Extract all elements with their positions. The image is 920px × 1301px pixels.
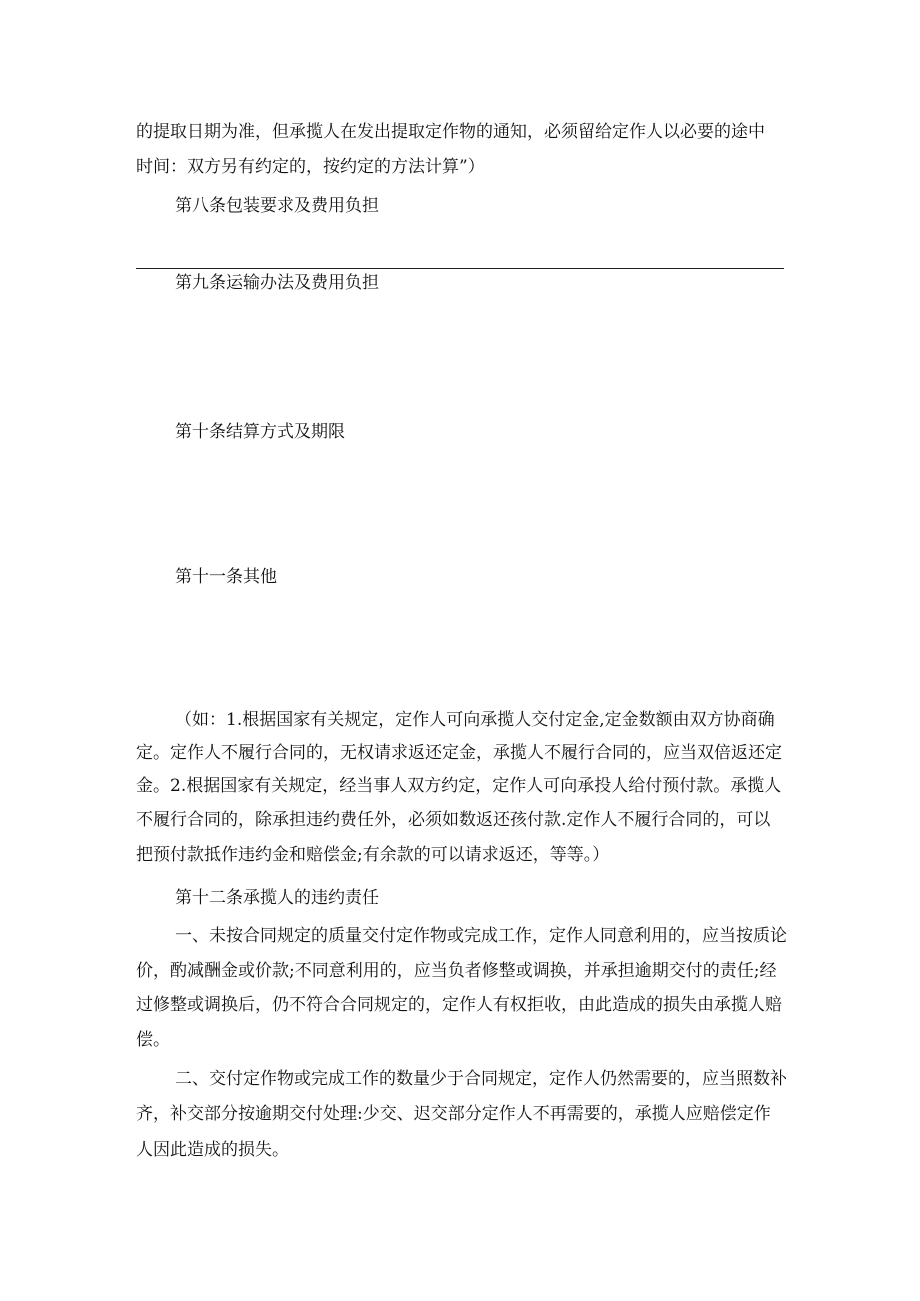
deposit-note-line-3: 金。2.根据国家有关规定，经当事人双方约定，定作人可向承投人给付预付款。承揽人 — [136, 776, 782, 796]
clause12-item1-line-2: 价，酌减酬金或价款;不同意利用的，应当负者修整或调换，并承担逾期交付的责任;经 — [136, 961, 777, 981]
clause10-heading: 第十条结算方式及期限 — [175, 422, 345, 442]
pickup-date-line-2: 时间：双方另有约定的，按约定的方法计算”） — [136, 157, 485, 177]
fill-in-underline — [136, 268, 784, 269]
clause12-item2-line-3: 人因此造成的损失。 — [136, 1140, 289, 1160]
deposit-note-line-4: 不履行合同的，除承担违约费任外，必须如数返还孩付款.定作人不履行合同的，可以 — [136, 810, 771, 830]
clause8-heading: 第八条包装要求及费用负担 — [175, 196, 379, 216]
clause12-item2-line-2: 齐，补交部分按逾期交付处理:少交、迟交部分定作人不再需要的，承揽人应赔偿定作 — [136, 1104, 771, 1124]
clause11-heading: 第十一条其他 — [175, 567, 277, 587]
clause12-item1-line-1: 一、未按合同规定的质量交付定作物或完成工作，定作人同意利用的，应当按质论 — [175, 926, 787, 946]
deposit-note-line-5: 把预付款抵作违约金和赔偿金;有余款的可以请求返还，等等。） — [136, 845, 610, 865]
clause12-item1-line-3: 过修整或调换后，仍不符合合同规定的，定作人有权拒收，由此造成的损失由承揽人赔 — [136, 995, 782, 1015]
deposit-note-line-2: 定。定作人不履行合同的，无权请求返还定金，承揽人不履行合同的，应当双倍返还定 — [136, 743, 782, 763]
clause12-heading: 第十二条承揽人的违约责任 — [175, 888, 379, 908]
clause9-heading: 第九条运输办法及费用负担 — [175, 273, 379, 293]
clause12-item1-line-4: 偿。 — [136, 1030, 170, 1050]
deposit-note-line-1: （如：1.根据国家有关规定，定作人可向承揽人交付定金,定金数额由双方协商确 — [175, 710, 775, 730]
pickup-date-line-1: 的提取日期为准，但承揽人在发出提取定作物的通知，必须留给定作人以必要的途中 — [136, 122, 765, 142]
clause12-item2-line-1: 二、交付定作物或完成工作的数量少于合同规定，定作人仍然需要的，应当照数补 — [175, 1069, 787, 1089]
